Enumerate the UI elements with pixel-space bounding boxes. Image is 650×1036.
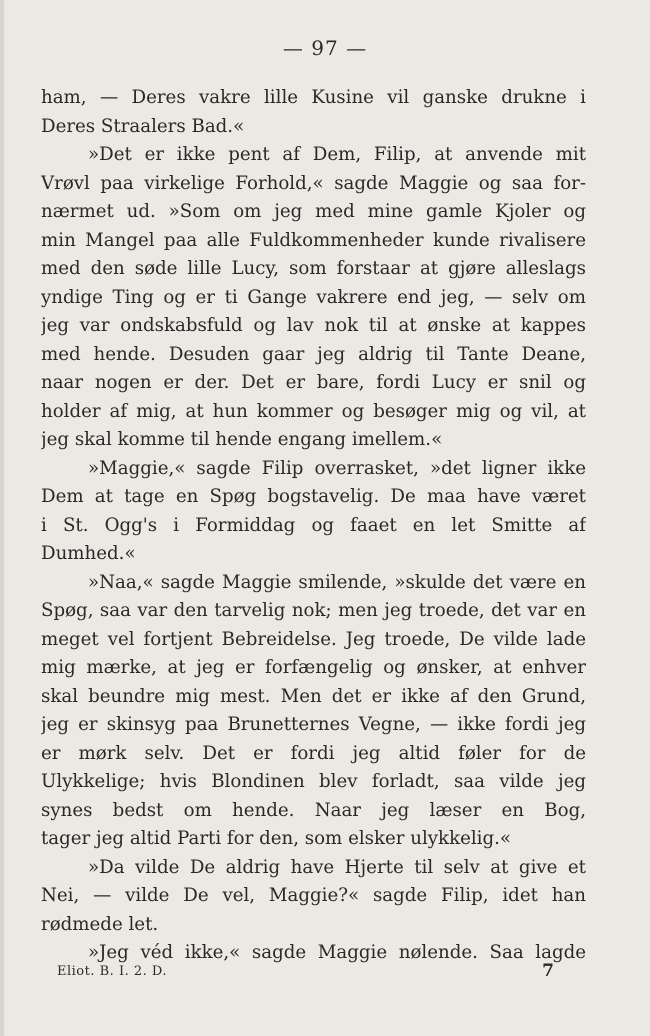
- text-line: skal beundre mig mest. Men det er ikke af den Grund,: [41, 685, 586, 707]
- text-line: jeg er skinsyg paa Brunetternes Vegne, — ikke fordi jeg: [41, 714, 586, 735]
- text-line: meget vel fortjent Bebreidelse. Jeg troede, De vilde lade: [41, 628, 586, 650]
- text-line: med hende. Desuden gaar jeg aldrig til Tante Deane,: [41, 343, 586, 365]
- text-line: Deres Straalers Bad.«: [41, 115, 245, 137]
- text-line: »Jeg véd ikke,« sagde Maggie nølende. Saa lagde: [88, 942, 586, 963]
- text-line: synes bedst om hende. Naar jeg læser en Bog,: [41, 799, 586, 821]
- printer-signature: Eliot. B. I. 2. D.: [57, 964, 167, 979]
- text-line: »Da vilde De aldrig have Hjerte til selv at give et: [88, 856, 586, 878]
- text-line: nærmet ud. »Som om jeg med mine gamle Kjoler og: [41, 201, 586, 222]
- text-line: jeg var ondskabsfuld og lav nok til at ønske at kappes: [41, 315, 586, 336]
- text-line: Vrøvl paa virkelige Forhold,« sagde Maggie og saa for-: [41, 172, 586, 194]
- text-line: ham, — Deres vakre lille Kusine vil ganske drukne i: [41, 87, 586, 108]
- text-line: mig mærke, at jeg er forfængelig og ønsker, at enhver: [41, 657, 586, 678]
- text-line: naar nogen er der. Det er bare, fordi Lucy er snil og: [41, 372, 586, 393]
- text-line: rødmede let.: [41, 913, 159, 935]
- text-line: »Naa,« sagde Maggie smilende, »skulde det være en: [88, 571, 586, 593]
- sheet-number: 7: [542, 961, 554, 981]
- text-line: »Maggie,« sagde Filip overrasket, »det ligner ikke: [88, 457, 586, 479]
- text-line: Dem at tage en Spøg bogstavelig. De maa have været: [41, 486, 586, 507]
- text-line: Dumhed.«: [41, 543, 136, 564]
- text-line: i St. Ogg's i Formiddag og faaet en let Smitte af: [41, 514, 586, 536]
- body-text: [41, 84, 586, 968]
- text-line: jeg skal komme til hende engang imellem.«: [41, 429, 443, 450]
- page-footer: [57, 961, 554, 988]
- text-line: med den søde lille Lucy, som forstaar at gjøre alleslags: [41, 258, 586, 279]
- text-line: »Det er ikke pent af Dem, Filip, at anvende mit: [88, 144, 586, 165]
- text-line: Spøg, saa var den tarvelig nok; men jeg troede, det var en: [41, 600, 586, 621]
- text-line: er mørk selv. Det er fordi jeg altid føler for de: [41, 742, 586, 764]
- text-line: tager jeg altid Parti for den, som elsker ulykkelig.«: [41, 828, 512, 849]
- text-line: Ulykkelige; hvis Blondinen blev forladt, saa vilde jeg: [41, 771, 586, 792]
- text-line: min Mangel paa alle Fuldkommenheder kunde rivalisere: [41, 229, 586, 251]
- text-line: holder af mig, at hun kommer og besøger mig og vil, at: [41, 400, 586, 422]
- text-line: yndige Ting og er ti Gange vakrere end jeg, — selv om: [41, 286, 586, 308]
- text-line: Nei, — vilde De vel, Maggie?« sagde Filip, idet han: [41, 885, 586, 906]
- page-number: — 97 —: [282, 36, 368, 60]
